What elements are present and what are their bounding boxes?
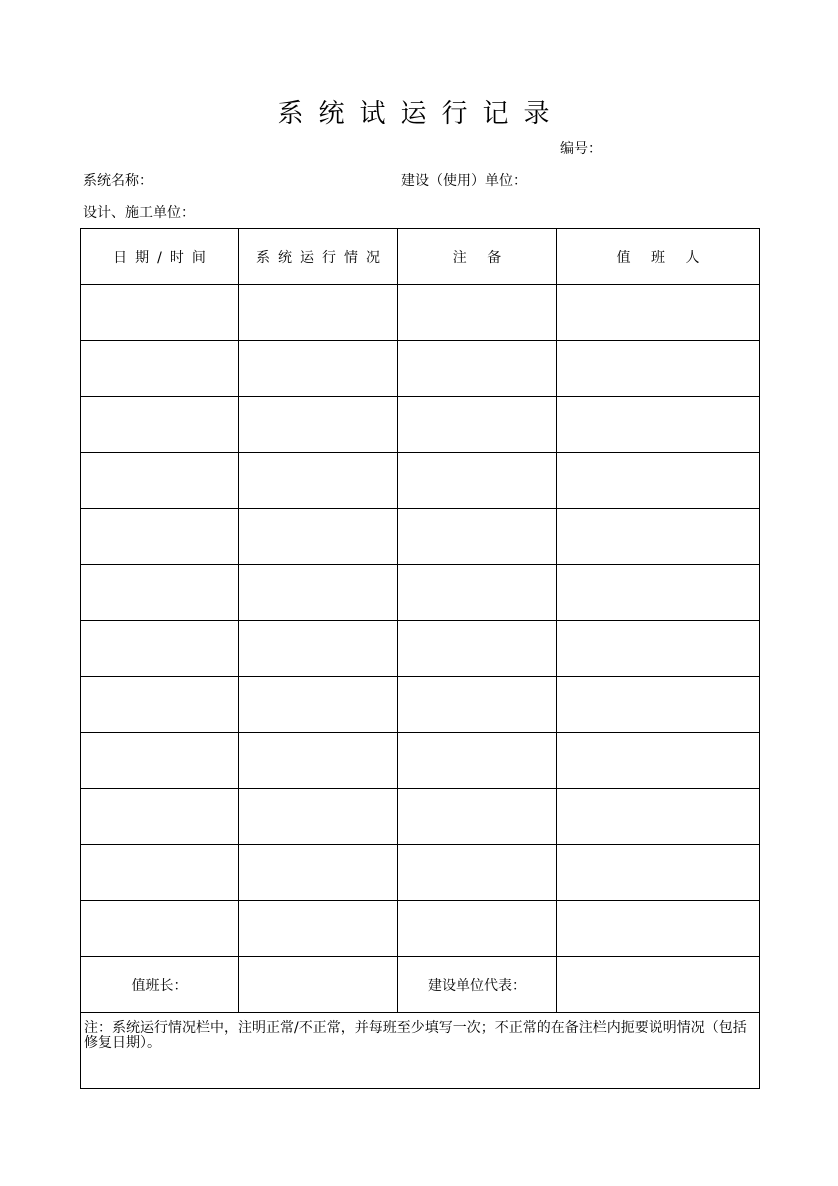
datetime-cell[interactable]	[81, 285, 239, 341]
duty-person-cell[interactable]	[557, 509, 760, 565]
document-title: 系统试运行记录	[277, 99, 565, 129]
duty-person-cell[interactable]	[557, 397, 760, 453]
run-status-cell[interactable]	[239, 285, 398, 341]
run-status-cell[interactable]	[239, 341, 398, 397]
design-construction-unit-label: 设计、施工单位：	[83, 205, 195, 221]
table-row	[81, 677, 760, 733]
table-row	[81, 397, 760, 453]
column-header-run-status: 系统运行情况	[239, 229, 398, 285]
builder-rep-label: 建设单位代表：	[398, 957, 557, 1013]
table-row	[81, 789, 760, 845]
table-row	[81, 285, 760, 341]
table-header-row	[81, 229, 760, 285]
remarks-cell[interactable]	[398, 285, 557, 341]
builder-unit-label: 建设（使用）单位：	[401, 173, 527, 189]
column-header-duty-person: 值 班 人	[557, 229, 760, 285]
note-row	[81, 1013, 760, 1089]
run-status-cell[interactable]	[239, 565, 398, 621]
remarks-cell[interactable]	[398, 789, 557, 845]
run-status-cell[interactable]	[239, 677, 398, 733]
table-row	[81, 341, 760, 397]
duty-person-cell[interactable]	[557, 565, 760, 621]
system-name-label: 系统名称：	[83, 173, 153, 189]
duty-person-cell[interactable]	[557, 733, 760, 789]
remarks-cell[interactable]	[398, 341, 557, 397]
run-status-cell[interactable]	[239, 621, 398, 677]
duty-person-cell[interactable]	[557, 453, 760, 509]
remarks-cell[interactable]	[398, 733, 557, 789]
run-status-cell[interactable]	[239, 509, 398, 565]
datetime-cell[interactable]	[81, 341, 239, 397]
datetime-cell[interactable]	[81, 453, 239, 509]
run-status-cell[interactable]	[239, 845, 398, 901]
column-header-datetime: 日期/时间	[81, 229, 239, 285]
run-status-cell[interactable]	[239, 733, 398, 789]
duty-person-cell[interactable]	[557, 789, 760, 845]
code-label: 编号：	[560, 141, 602, 157]
duty-person-cell[interactable]	[557, 901, 760, 957]
note-text: 注：系统运行情况栏中，注明正常/不正常，并每班至少填写一次；不正常的在备注栏内扼要说明情况（包括修复日期）。	[81, 1013, 760, 1089]
shift-leader-field[interactable]	[239, 957, 398, 1013]
remarks-cell[interactable]	[398, 621, 557, 677]
run-status-cell[interactable]	[239, 901, 398, 957]
builder-rep-field[interactable]	[557, 957, 760, 1013]
datetime-cell[interactable]	[81, 565, 239, 621]
datetime-cell[interactable]	[81, 621, 239, 677]
run-record-table	[80, 228, 760, 1089]
datetime-cell[interactable]	[81, 789, 239, 845]
table-row	[81, 621, 760, 677]
table-row	[81, 453, 760, 509]
remarks-cell[interactable]	[398, 845, 557, 901]
remarks-cell[interactable]	[398, 677, 557, 733]
datetime-cell[interactable]	[81, 901, 239, 957]
table-footer-row	[81, 957, 760, 1013]
run-status-cell[interactable]	[239, 453, 398, 509]
column-header-remarks: 注 备	[398, 229, 557, 285]
datetime-cell[interactable]	[81, 677, 239, 733]
datetime-cell[interactable]	[81, 733, 239, 789]
datetime-cell[interactable]	[81, 509, 239, 565]
remarks-cell[interactable]	[398, 901, 557, 957]
duty-person-cell[interactable]	[557, 677, 760, 733]
run-status-cell[interactable]	[239, 789, 398, 845]
duty-person-cell[interactable]	[557, 285, 760, 341]
duty-person-cell[interactable]	[557, 341, 760, 397]
table-row	[81, 733, 760, 789]
duty-person-cell[interactable]	[557, 621, 760, 677]
remarks-cell[interactable]	[398, 565, 557, 621]
datetime-cell[interactable]	[81, 397, 239, 453]
table-row	[81, 845, 760, 901]
duty-person-cell[interactable]	[557, 845, 760, 901]
remarks-cell[interactable]	[398, 453, 557, 509]
remarks-cell[interactable]	[398, 397, 557, 453]
table-row	[81, 901, 760, 957]
remarks-cell[interactable]	[398, 509, 557, 565]
table-row	[81, 565, 760, 621]
datetime-cell[interactable]	[81, 845, 239, 901]
shift-leader-label: 值班长：	[81, 957, 239, 1013]
table-row	[81, 509, 760, 565]
run-status-cell[interactable]	[239, 397, 398, 453]
